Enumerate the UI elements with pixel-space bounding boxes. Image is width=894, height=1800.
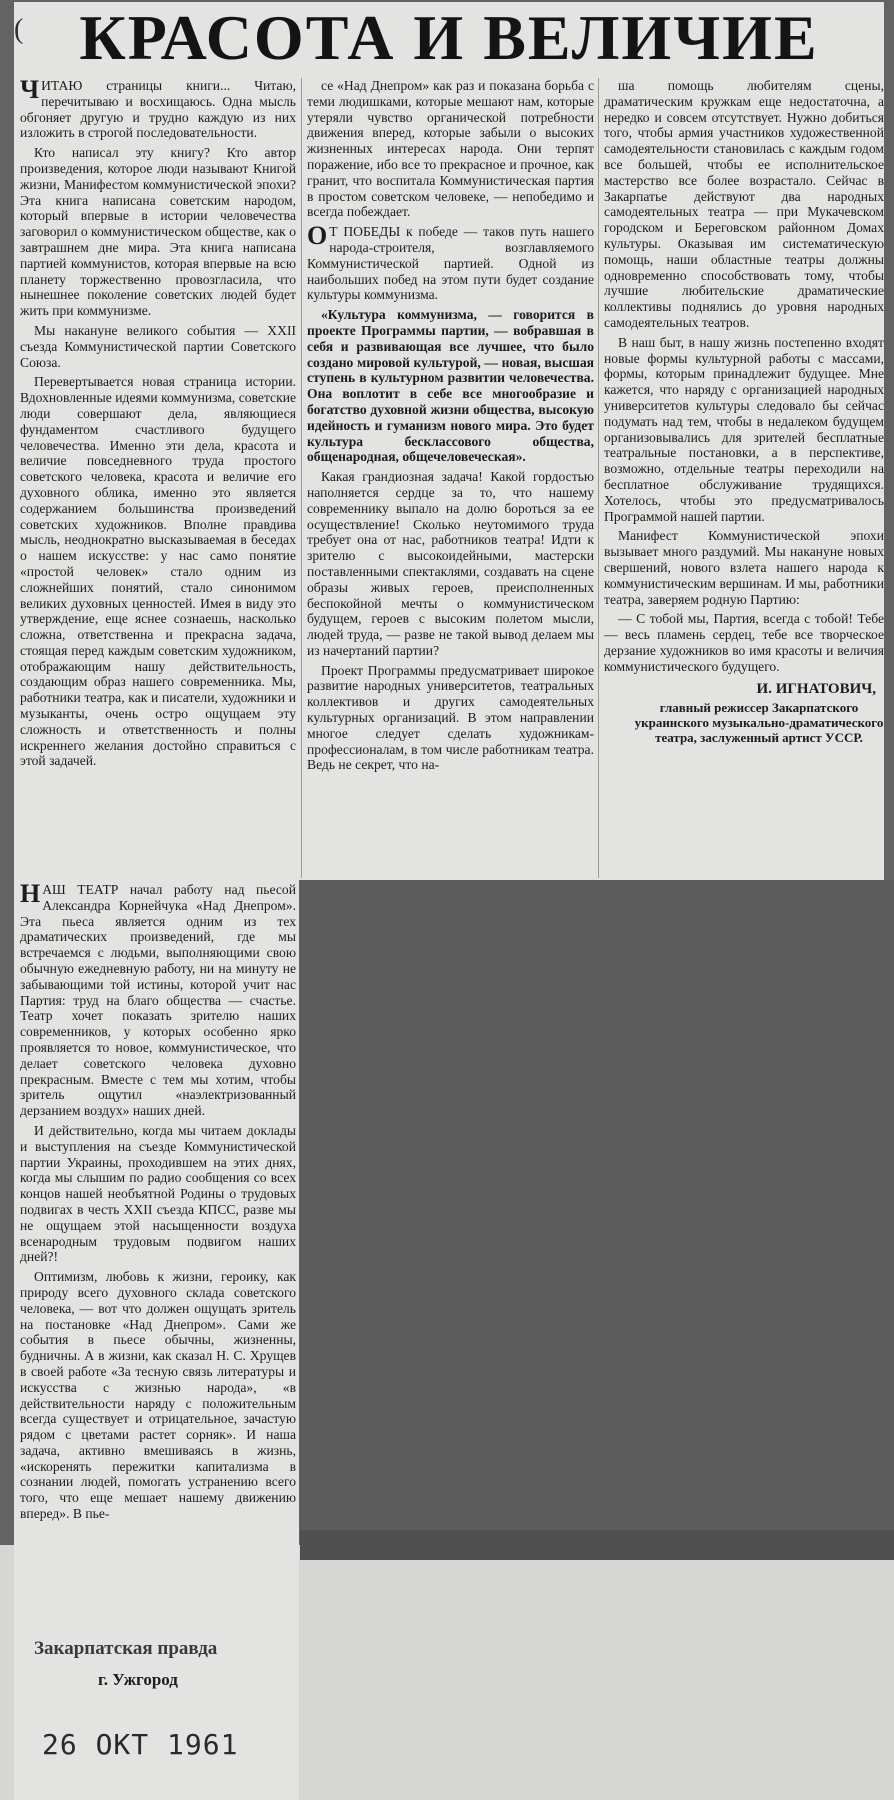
article-column-2: [307, 78, 594, 777]
article-column-1: [20, 75, 296, 773]
author-title: главный режиссер Закарпатского украинского музыкально-драматического театра, заслуженный артист УССР.: [634, 700, 884, 746]
paragraph: Какая грандиозная задача! Какой гордостью наполняется сердце за то, что нашему современнику выпало на долю бороться за ее осуществление! Сколько неутомимого труда требует она от нас, работников театра! Идти к зрителю с высокоидейными, мастерски поставленными спектаклями, создавать на сцене образы живых героев, преисполненных беспокойной мечты о коммунистическом будущем, героев с высоким полетом мысли, людей труда, — разве не такой вывод делаем мы из начертаний партии?: [307, 469, 594, 658]
date-stamp: 26 ОКТ 1961: [42, 1728, 239, 1761]
paragraph: Проект Программы предусматривает широкое развитие народных университетов, театральных коллективов и других самодеятельных культурных организаций. В этом направлении многое следует сделать художникам-профессионалам, в том числе работникам театра. Ведь не секрет, что на-: [307, 662, 594, 773]
article-column-3: [604, 78, 884, 745]
paragraph: се «Над Днепром» как раз и показана борьба с теми людишками, которые мешают нам, которые утеряли чувство органической потребности движения вперед, которые забыли о высоких жизненных интересах народа. Они терпят поражение, ибо все то прекрасное и прочное, как гранит, что воспитала Коммунистическая партия в простом советском человеке, — непобедимо и всегда побеждает.: [307, 78, 594, 220]
backing-edge: [300, 1530, 894, 1560]
margin-mark: (: [14, 14, 24, 45]
paragraph: Мы накануне великого события — XXII съезда Коммунистической партии Советского Союза.: [20, 322, 296, 370]
paragraph: Манифест Коммунистической эпохи вызывает много раздумий. Мы накануне новых свершений, нового взлета нашего народа к коммунистическим вершинам. И мы, работники театра, заверяем родную Партию:: [604, 528, 884, 607]
newspaper-name: Закарпатская правда: [34, 1638, 218, 1659]
paragraph: — С тобой мы, Партия, всегда с тобой! Тебе — весь пламень сердец, тебе все творческое дерзание художников во имя красоты и величия коммунистического будущего.: [604, 611, 884, 674]
newspaper-source: [34, 1638, 284, 1690]
paragraph: ша помощь любителям сцены, драматическим кружкам еще недостаточна, а нередко и совсем отсутствует. Нужно добиться того, чтобы армия участников художественной самодеятельности становилась с каждым годом все большей, чтобы ее исполнительское мастерство все более возрастало. Сейчас в Закарпатье действуют два народных самодеятельных театра — при Мукачевском городском и Береговском районном Домах культуры. Оказывая им систематическую помощь, наши областные театры должны одновременно способствовать тому, чтобы лучшие любительские драматические коллективы поднялись до уровня народных самодеятельных театров.: [604, 78, 884, 330]
paragraph: Кто написал эту книгу? Кто автор произведения, которое люди называют Книгой жизни, Манифестом коммунистической эпохи? Эта книга написана советским народом, который впервые в истории человечества заговорил о коммунистическом обществе, как о завтрашнем дне мира. Эта книга написана партией коммунистов, которая впервые на всю планету торжественно провозгласила, что нынешнее поколение советских людей будет жить при коммунизме.: [20, 145, 296, 319]
column-divider: [598, 78, 599, 878]
paragraph: Перевертывается новая страница истории. Вдохновленные идеями коммунизма, советские люди совершают дела, являющиеся фундаментом счастливого будущего человечества. Именно эти дела, красота и величие повседневного труда простого советского человека, красота и величие его духовного облика, именно это является содержанием большинства произведений советских художников. Вполне правдива мысль, неоднократно высказываемая в беседах о нашем искусстве: у нас само понятие «простой человек» стало одним из сложнейших понятий, стало синонимом великих духовных ценностей. Имея в виду это утверждение, еще яснее сознаешь, насколько сложна, ответственна и прекрасна задача, стоящая перед каждым советским художником, отображающим нашу действительность, создающим образ нашего современника. Мы, работники театра, как и писатели, художники и музыканты, очень остро ощущаем эту сложность и ответственность и полны искреннего желания достойно справиться с этой задачей.: [20, 374, 296, 769]
paragraph: ОТ ПОБЕДЫ к победе — таков путь нашего народа-строителя, возглавляемого Коммунистической партией. Одной из наибольших побед на этом пути будет создание культуры коммунизма.: [307, 221, 594, 303]
column-divider: [301, 78, 302, 878]
newspaper-city: г. Ужгород: [98, 1670, 178, 1689]
paragraph: И действительно, когда мы читаем доклады и выступления на съезде Коммунистической партии Украины, проходившем на этих днях, когда мы слышим по радио сообщения со всех концов нашей необъятной Родины о трудовых подвигах в честь XXII съезда КПСС, разве мы не ощущаем этой насыщенности воздуха всенародным трудовым подвигом наших дней?!: [20, 1122, 296, 1265]
backing-board: [300, 880, 894, 1530]
paragraph: Оптимизм, любовь к жизни, героику, как природу всего духовного склада советского человека, — вот что должен ощущать зритель на постановке «Над Днепром». Сами же события в пьесе обычны, жизненны, будничны. А в жизни, как сказал Н. С. Хрущев в своей работе «За тесную связь литературы и искусства с жизнью народа», «в действительности наряду с положительным всегда существует и отрицательное, зачастую рядом с цветами растет сорняк». И наша задача, активно вмешиваясь в жизнь, «искоренять пережитки капитализма в сознании людей, помогать устранению всего того, что еще мешает нашему движению вперед». В пье-: [20, 1269, 296, 1522]
paragraph: ЧИТАЮ страницы книги... Читаю, перечитываю и восхищаюсь. Одна мысль обгоняет другую и трудно каждую из них изложить в строгой последовательности.: [20, 75, 296, 141]
program-quote: «Культура коммунизма, — говорится в проекте Программы партии, — вобравшая в себя и развивающая все лучшее, что было создано мировой культурой, — новая, высшая ступень в культурном развитии человечества. Она воплотит в себе все многообразие и богатство духовной жизни общества, высокую идейность и гуманизм нового мира. Это будет культура бесклассового общества, общенародная, общечеловеческая».: [307, 307, 594, 465]
paragraph: В наш быт, в нашу жизнь постепенно входят новые формы культурной работы с массами, формы, которым принадлежит будущее. Мне кажется, что наряду с организацией народных университетов культуры следовало бы сейчас подумать над тем, чтобы в недалеком будущем организовывались для зрителей бесплатные театральные постановки, а в перспективе, возможно, отдельные театры переходили на бесплатное обслуживание трудящихся. Хотелось, чтобы это предусматривалось Программой нашей партии.: [604, 334, 884, 524]
paragraph: НАШ ТЕАТР начал работу над пьесой Александра Корнейчука «Над Днепром». Эта пьеса является одним из тех драматических произведений, где мы встречаемся с людьми, выполняющими свою обычную ежедневную работу, ни на минуту не забывающими той истины, которой учит нас Партия: труд на благо общества — счастье. Театр хочет показать зрителю наших современников, у которых особенно ярко проявляется то новое, коммунистическое, что делает советского человека духовно прекрасным. Вместе с тем мы хотим, чтобы зритель ощутил «наэлектризованный дерзанием воздух» наших дней.: [20, 879, 296, 1119]
article-headline: КРАСОТА И ВЕЛИЧИЕ: [79, 2, 819, 73]
article-column-1-continued: [20, 879, 296, 1526]
author-name: И. ИГНАТОВИЧ,: [756, 681, 876, 698]
